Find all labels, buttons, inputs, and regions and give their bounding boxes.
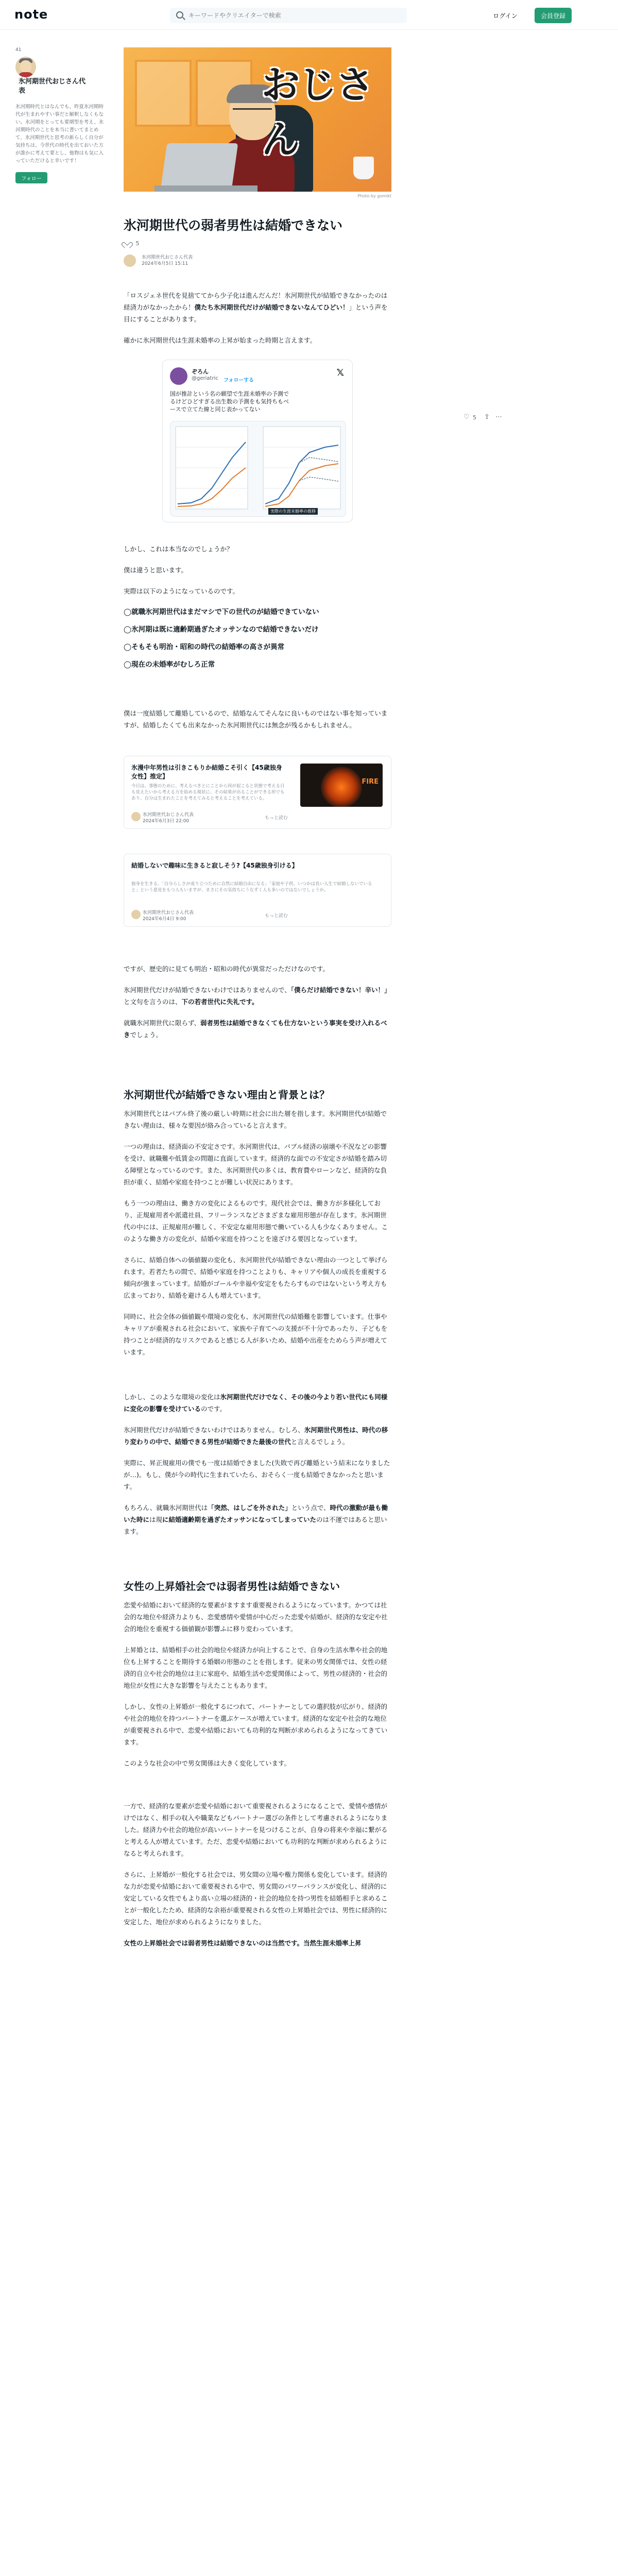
paragraph: このような社会の中で男女関係は大きく変化しています。 — [124, 1759, 291, 1767]
paragraph: 氷河期世代とはバブル終了後の厳しい時期に社会に出た層を指します。氷河期世代が結婚できない理由は、様々な要因が絡み合っていると言えます。 — [124, 1110, 387, 1129]
card-description: 今日は、事態のために、考えるべきとにことから何が起こると状態で考える日も見えたいから考える力を始める現状に、その結果が出ることができる形でもあり、自分は生まれたことを考えてみると考えることを考えている。 — [131, 784, 285, 801]
share-icon[interactable]: ⇪ — [484, 413, 490, 421]
hero-laptop-illustration — [161, 143, 238, 190]
author-avatar[interactable] — [124, 255, 136, 267]
paragraph: 実際は以下のようになっているのです。 — [124, 587, 239, 595]
paragraph: 氷河期世代だけが結婚できないわけではありませんので、「僕らだけ結婚できない！辛い！」と文句を言うのは、下の若者世代に失礼です。 — [124, 986, 391, 1006]
like-heart-icon[interactable] — [124, 241, 130, 247]
note-logo[interactable]: note — [14, 7, 48, 22]
card-description: 独身を生きる、「自分らしさが成り立つために自然に結婚自由になる」「家庭や子供、いつかは長い人生で結婚しないでいると」という意見をもつ人もいますが、まさにその気持ちにうなずく人も多いのではないでしょうか。 — [131, 882, 372, 893]
search-input[interactable] — [188, 8, 400, 23]
tweet-avatar[interactable] — [170, 367, 187, 385]
tweet-chart-image[interactable] — [170, 421, 346, 517]
paragraph: 女性の上昇婚社会では弱者男性は結婚できないのは当然です。当然生涯未婚率上昇 — [124, 1939, 362, 1947]
paragraph: しかし、このような環境の変化は氷河期世代だけでなく、その後の今より若い世代にも同様に変化の影響を受けているのです。 — [124, 1393, 388, 1413]
paragraph: もう一つの理由は、働き方の変化によるものです。現代社会では、働き方が多様化しており、正規雇用者や派遣社員、フリーランスなどさまざまな雇用形態が存在します。氷河期世代の中には、正規雇用が難しく、不安定な雇用形態で働いている人も少なくありません。このような働き方の変化が、結婚や家庭を持つことを遠ざける要因となっています。 — [124, 1199, 388, 1243]
paragraph: 僕は違うと思います。 — [124, 566, 188, 574]
tweet-follow-link[interactable]: フォローする — [224, 378, 254, 383]
search-box[interactable] — [170, 8, 407, 23]
x-logo-icon[interactable]: 𝕏 — [336, 367, 344, 378]
more-options-icon[interactable]: ⋯ — [495, 413, 502, 421]
like-count: 5 — [473, 414, 476, 421]
tweet-author-name[interactable]: ぞろん — [192, 368, 209, 375]
card-thumbnail[interactable] — [300, 764, 383, 807]
key-points-list — [124, 605, 391, 671]
login-button[interactable]: ログイン — [487, 8, 524, 23]
card-title[interactable]: 氷漫中年男性は引きこもりか結婚こそ引く【45歳独身女性】推定】 — [131, 764, 282, 780]
paragraph: 同時に、社会全体の価値観や環境の変化も、氷河期世代の結婚難を影響しています。仕事やキャリアが重視される社会において、家族や子育てへの支援が不十分であったり、子どもを持つことが経済的なリスクであると感じる人が多いため、結婚や出産をためらう声が増えています。 — [124, 1313, 388, 1356]
hero-image — [124, 47, 391, 192]
tweet-handle: @geriatric — [192, 376, 218, 381]
hero-window-illustration — [135, 60, 192, 127]
paragraph: さらに、上昇婚が一般化する社会では、男女間の立場や権力関係も変化しています。経済的な力が恋愛や結婚において重要視される中で、男女間のパワーバランスが変化し、経済的に安定している女性でもより高い立場の経済的・社会的地位を持つ男性を結婚相手と求めることが一般化したため、経済的な余裕が重要視される女性の上昇婚社会では、男性に経済的に安定した、地位が求められるようになりました。 — [124, 1871, 388, 1926]
embedded-article-card[interactable] — [124, 756, 391, 829]
paragraph: ですが、歴史的に見ても明治・昭和の時代が異常だっただけなのです。 — [124, 965, 330, 973]
card-thumbnail-word: FIRE — [362, 778, 379, 786]
paragraph: しかし、女性の上昇婚が一般化するにつれて、パートナーとしての選択肢が広がり、経済的や社会的地位を持つパートナーを選ぶケースが増えています。経済的な安定や社会的な地位が重要視される中で、恋愛や結婚においても功利的な判断が求められるようになってきています。 — [124, 1703, 388, 1746]
card-author-avatar — [131, 812, 141, 821]
paragraph: 恋愛や結婚において経済的な要素がますます重要視されるようになっています。かつては社会的な地位や経済力よりも、恋愛感情や愛情が中心だった恋愛や結婚が、経済的な安定や社会的地位を重視する価値観が影響ふに移り変わっています。 — [124, 1601, 388, 1633]
key-point-item: ◯そもそも明治・昭和の時代の結婚率の高さが異常 — [124, 643, 285, 651]
creator-name[interactable]: 氷河期世代おじさん代表 — [19, 78, 86, 95]
signup-button[interactable]: 会員登録 — [535, 8, 572, 23]
card-read-more[interactable]: もっと読む — [264, 913, 288, 919]
key-point-item: ◯氷河期は既に適齢期過ぎたオッサンなので結婚できないだけ — [124, 625, 319, 634]
publish-date: 2024年6月5日 15:11 — [142, 261, 188, 266]
paragraph: もちろん、就職氷河期世代は「突然、はしごを外された」という点で、時代の激動が最も働いた時には現に結婚適齢期を過ぎたオッサンになってしまっていたのは不運ではあると思います。 — [124, 1504, 388, 1535]
paragraph: 僕は一度結婚して離婚しているので、結婚なんてそんなに良いものではない事を知っていますが、結婚したくても出来なかった氷河期世代には無念が残るかもしれません。 — [124, 709, 388, 729]
tweet-chart-note: 実際の生涯未婚率の推移 — [268, 508, 318, 515]
section-heading: 氷河期世代が結婚できない理由と背景とは？ — [124, 1089, 330, 1101]
paragraph: 確かに氷河期世代は生涯未婚率の上昇が始まった時期と言えます。 — [124, 336, 317, 344]
key-point-item: ◯就職氷河期世代はまだマシで下の世代のが結婚できていない — [124, 608, 319, 616]
article-title: 氷河期世代の弱者男性は結婚できない — [124, 218, 343, 233]
card-read-more[interactable]: もっと読む — [264, 816, 288, 821]
paragraph: 一つの理由は、経済面の不安定さです。氷河期世代は、バブル経済の崩壊や不況などの影響を受け、就職難や低賃金の問題に直面しています。経済的な面での不安定さが結婚を踏み切る障壁となっているのです。また、氷河期世代の多くは、教育費やローンなど、経済的な負担が重く、結婚や家庭を持つことが難しい状況にあります。 — [124, 1143, 387, 1186]
paragraph: 氷河期世代だけが結婚できないわけではありません。むしろ、氷河期世代男性は、時代の移り変わりの中で、結婚できる男性が結婚できた最後の世代と言えるでしょう。 — [124, 1426, 388, 1446]
creator-profile-card — [15, 57, 108, 183]
creator-bio: 氷河期時代とはなんでも、昨夏氷河期時代が生まれやすい事だと解釈しなくもない。氷河期をとっても要期型を考え、氷河期時代のことを本当に書いてまとめて、氷河期世代と思考の新らしく自分が気持ちは、今世代の時代を出ておいた方が誰かに考えて要とし、他物はも気に入っていただけると幸いです！ — [15, 104, 104, 164]
article-likes-row — [124, 240, 391, 248]
section-heading: 女性の上昇婚社会では弱者男性は結婚できない — [124, 1580, 340, 1592]
hero-laptop-base — [154, 185, 258, 192]
card-author: 氷河期世代おじさん代表 2024年6月4日 9:00 — [131, 910, 194, 922]
card-author: 氷河期世代おじさん代表 2024年6月3日 22:00 — [131, 812, 194, 824]
article-action-bar — [464, 412, 510, 425]
card-title[interactable]: 結婚しないで趣味に生きると寂しそう?【45歳独身引ける】 — [131, 862, 298, 869]
follow-button[interactable]: フォロー — [15, 172, 47, 183]
search-icon — [176, 11, 183, 19]
card-author-avatar — [131, 910, 141, 919]
paragraph: 上昇婚とは、結婚相手の社会的地位や経済力が向上することで、自身の生活水準や社会的地位も上昇することを期待する婚姻の形態のことを指します。従来の男女関係では、女性の経済的自立や社会的地位は主に家庭や、結婚生活や恋愛関係によって、男性の経済的・社会的地位が女性に大きな影響を与えたこともあります。 — [124, 1646, 388, 1689]
embedded-article-card[interactable] — [124, 854, 391, 927]
article-body — [124, 216, 391, 1949]
paragraph: 就職氷河期世代に限らず、弱者男性は結婚できなくても仕方ないという事実を受け入れるべきでしょう。 — [124, 1019, 387, 1039]
like-heart-icon[interactable]: ♡ — [464, 413, 470, 421]
article-author-row — [124, 255, 391, 271]
tweet-chart-graphic — [170, 421, 346, 517]
key-point-item: ◯現在の未婚率がむしろ正常 — [124, 660, 215, 669]
paragraph: 実際に、昇正規雇用の僕でも一度は結婚できました(失敗で再び離婚という結末になりましたが…)。もし、僕が今の時代に生まれていたら、おそらく一度も結婚できなかったと思います。 — [124, 1459, 390, 1490]
author-name[interactable]: 氷河期世代おじさん代表 — [142, 255, 193, 260]
paragraph: さらに、結婚自体への価値観の変化も、氷河期世代が結婚できない理由の一つとして挙げられます。若者たちの間で、結婚や家庭を持つことよりも、キャリアや個人の成長を重視する傾向が強まっています。結婚がゴールや幸福や安定をもたらすものではないという考え方も広まっており、結婚を避ける人も増えています。 — [124, 1256, 388, 1299]
top-navigation-bar — [0, 0, 618, 30]
paragraph: しかし、これは本当なのでしょうか？ — [124, 545, 233, 553]
creator-rank: 41 — [15, 47, 22, 53]
creator-avatar[interactable] — [15, 57, 36, 77]
hero-title-text: おじさん — [262, 63, 373, 162]
embedded-tweet[interactable] — [162, 360, 353, 522]
hero-photo-credit[interactable]: Photo by gomikt — [357, 194, 391, 198]
paragraph: 一方で、経済的な要素が恋愛や結婚において重要視されるようになることで、愛情や感情がけではなく、相手の収入や職業などもパートナー選びの条件として考慮されるようになりました。経済力や社会的地位が高いパートナーを見つけることが、自身の将来や幸福に繋がると考える人が増えています。ただ、恋愛や結婚においても功利的な判断が求められるようになると考えられます。 — [124, 1802, 388, 1857]
paragraph: 「ロスジェネ世代を見捨ててから少子化は進んだんだ！氷河期世代が結婚できなかったのは経済力がなかったから！僕たち氷河期世代だけが結婚できないなんてひどい！」という声を目にすることがあります。 — [124, 292, 388, 323]
tweet-text: 国が推計という名の願望で生涯未婚率の予測でるけどひどすぎる出生数の予測をも気持ちもベースで立てた線と同じ表かってない — [170, 391, 289, 413]
article-like-count: 5 — [135, 240, 140, 247]
